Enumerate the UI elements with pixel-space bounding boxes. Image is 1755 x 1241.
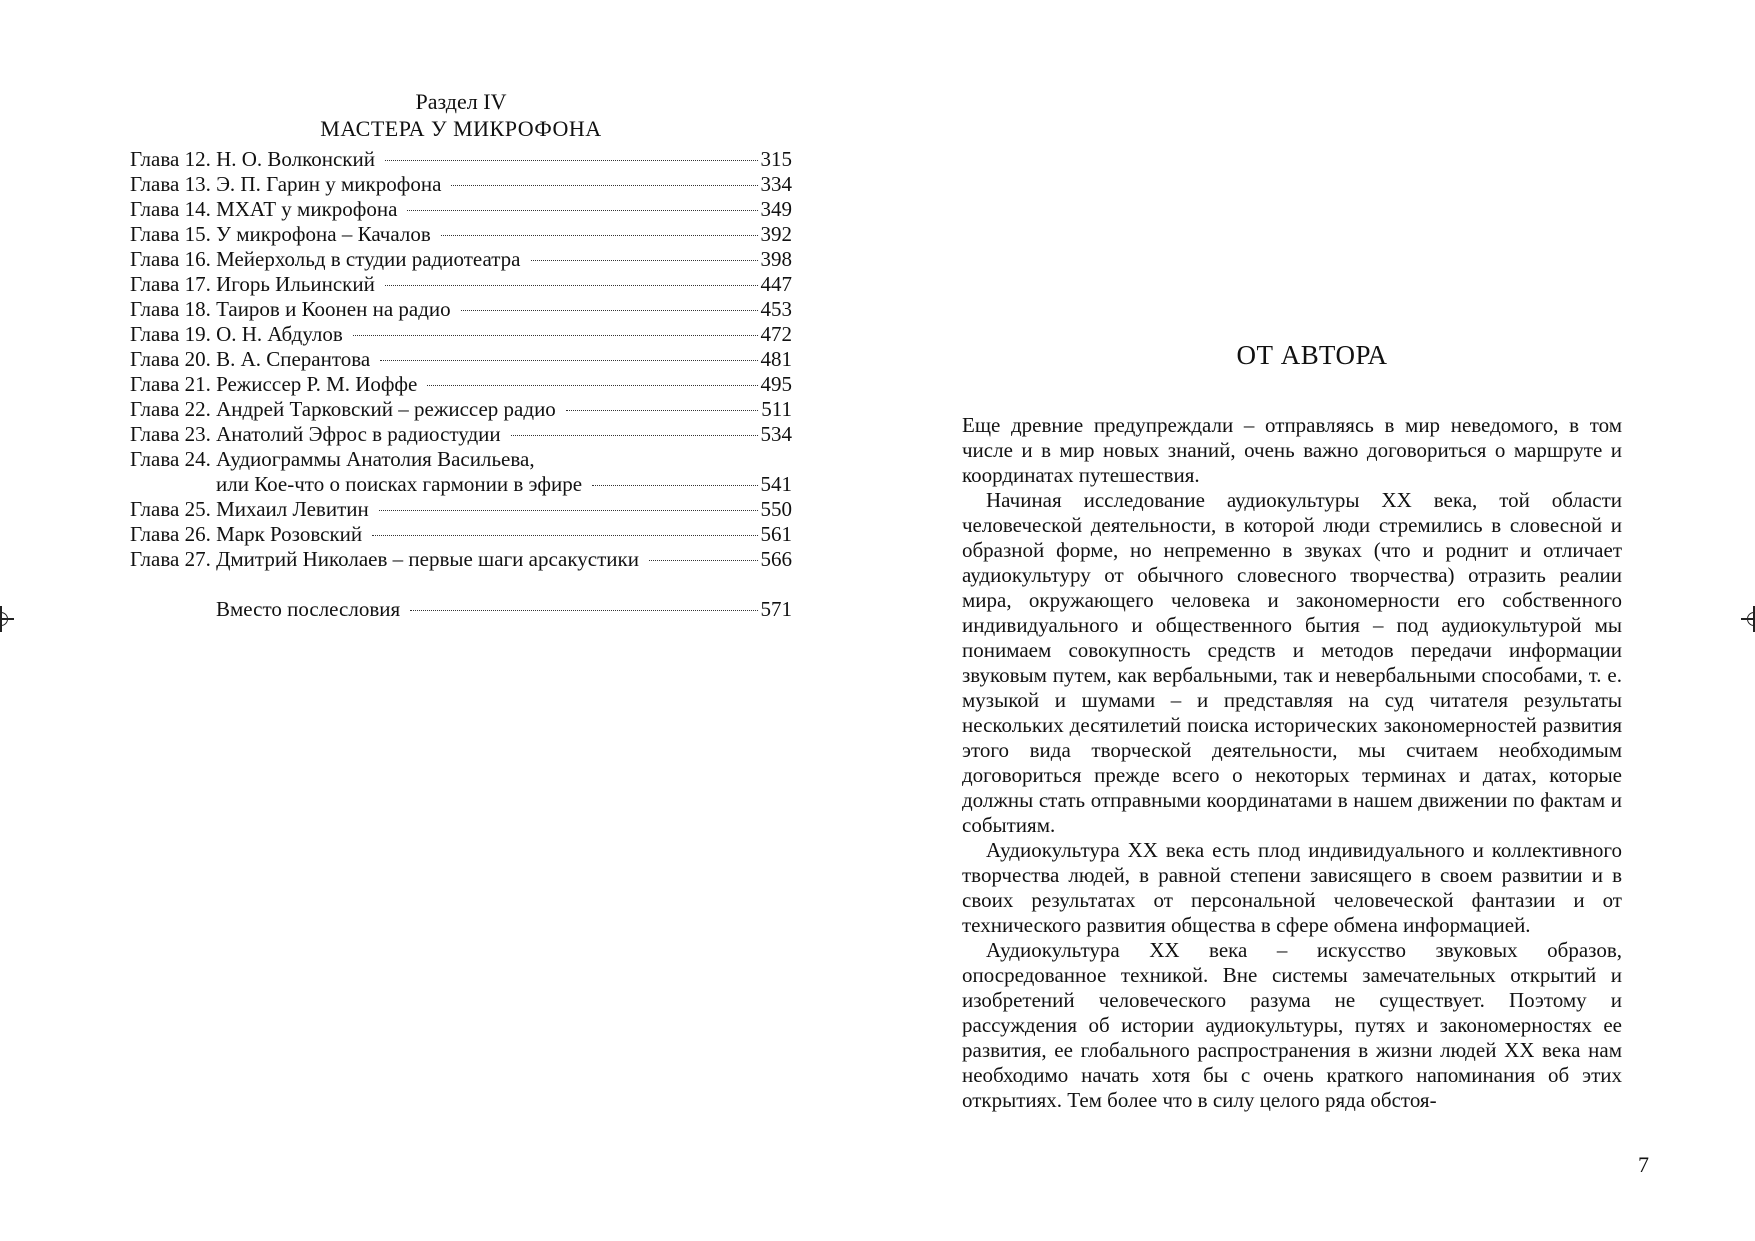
toc-leader-dots: [461, 310, 758, 311]
chapter-heading: ОТ АВТОРА: [1236, 340, 1388, 370]
toc-entry-page: 398: [760, 247, 792, 271]
toc-leader-dots: [531, 260, 758, 261]
toc-leader-dots: [407, 210, 757, 211]
toc-entry-page: 495: [760, 372, 792, 396]
toc-entry-label: Глава 22. Андрей Тарковский – режиссер радио: [130, 397, 556, 421]
table-of-contents: [130, 147, 792, 622]
toc-afterword-page: 571: [760, 597, 792, 621]
toc-entry-label: Глава 24. Аудиограммы Анатолия Васильева,: [130, 447, 535, 471]
toc-entry-page: 541: [760, 472, 792, 496]
toc-entry-page: 566: [760, 547, 792, 571]
toc-entry-label: Глава 21. Режиссер Р. М. Иоффе: [130, 372, 418, 396]
toc-entry-afterword: [130, 597, 792, 622]
left-page: [0, 0, 877, 1241]
toc-entry-label: Глава 20. В. А. Сперантова: [130, 347, 371, 371]
toc-entry: [130, 372, 792, 397]
toc-entry-page: 349: [760, 197, 792, 221]
toc-entry: [130, 422, 792, 447]
body-text: [962, 413, 1622, 1113]
toc-entry: [130, 497, 792, 522]
toc-entry: [130, 172, 792, 197]
toc-entry: [130, 447, 792, 472]
right-page: [877, 0, 1755, 1241]
toc-entry-page: 534: [760, 422, 792, 446]
section-title: МАСТЕРА У МИКРОФОНА: [320, 116, 602, 141]
toc-leader-dots: [410, 610, 757, 611]
toc-entry-label: Глава 14. МХАТ у микрофона: [130, 197, 398, 221]
toc-afterword-label: Вместо послесловия: [216, 597, 401, 621]
toc-entry-page: 472: [760, 322, 792, 346]
toc-entry: [130, 522, 792, 547]
toc-entry-page: 315: [760, 147, 792, 171]
toc-leader-dots: [379, 510, 758, 511]
toc-entry-label: Глава 16. Мейерхольд в студии радиотеатра: [130, 247, 521, 271]
registration-mark-right: [1741, 606, 1755, 632]
toc-entry-page: 453: [760, 297, 792, 321]
toc-entry-page: 561: [760, 522, 792, 546]
paragraph: Еще древние предупреждали – отправляясь в мир неведомого, в том числе и в мир новых знаний, очень важно договориться о маршруте и координатах путешествия.: [962, 413, 1622, 487]
toc-entry-page: 447: [760, 272, 792, 296]
toc-entry-label: Глава 19. О. Н. Абдулов: [130, 322, 343, 346]
toc-leader-dots: [385, 285, 758, 286]
toc-leader-dots: [451, 185, 757, 186]
toc-entry-label: Глава 13. Э. П. Гарин у микрофона: [130, 172, 442, 196]
toc-entry-label: Глава 23. Анатолий Эфрос в радиостудии: [130, 422, 501, 446]
toc-leader-dots: [441, 235, 758, 236]
toc-entry-page: 550: [760, 497, 792, 521]
toc-leader-dots: [385, 160, 758, 161]
toc-entry-label: Глава 12. Н. О. Волконский: [130, 147, 375, 171]
paragraph: Аудиокультура XX века – искусство звуковых образов, опосредованное техникой. Вне системы замечательных открытий и изобретений человеческого разума не существует. Поэтому и рассуждения об истории аудиокультуры, путях и закономерностях ее развития, ее глобального распространения в жизни людей XX века нам необходимо начать хотя бы с очень краткого напоминания об этих открытиях. Тем более что в силу целого ряда обстоя-: [962, 938, 1622, 1112]
toc-entry-label: Глава 18. Таиров и Коонен на радио: [130, 297, 451, 321]
toc-entry: [130, 397, 792, 422]
toc-leader-dots: [592, 485, 757, 486]
toc-section-header: [130, 88, 792, 142]
toc-entry: [130, 322, 792, 347]
toc-entry: [130, 272, 792, 297]
toc-entry-label: Глава 27. Дмитрий Николаев – первые шаги арсакустики: [130, 547, 639, 571]
toc-entry: [130, 297, 792, 322]
toc-leader-dots: [372, 535, 757, 536]
toc-leader-dots: [380, 360, 757, 361]
toc-entry-continuation: [130, 472, 792, 497]
toc-entry-page: 392: [760, 222, 792, 246]
toc-entry-label: Глава 15. У микрофона – Качалов: [130, 222, 431, 246]
toc-entry-label: Глава 17. Игорь Ильинский: [130, 272, 375, 296]
toc-entry-label: Глава 26. Марк Розовский: [130, 522, 363, 546]
toc-leader-dots: [566, 410, 758, 411]
toc-entry-page: 481: [760, 347, 792, 371]
section-label: Раздел IV: [415, 89, 507, 114]
toc-entry: [130, 347, 792, 372]
toc-leader-dots: [427, 385, 757, 386]
page-number: 7: [1638, 1152, 1649, 1177]
toc-leader-dots: [649, 560, 758, 561]
toc-entry-page: 334: [760, 172, 792, 196]
toc-entry-page: 511: [761, 397, 792, 421]
toc-entry: [130, 247, 792, 272]
toc-entry: [130, 147, 792, 172]
registration-mark-left: [0, 606, 14, 632]
toc-entry: [130, 197, 792, 222]
toc-entry: [130, 547, 792, 572]
toc-leader-dots: [511, 435, 758, 436]
toc-entry: [130, 222, 792, 247]
toc-entry-label: Глава 25. Михаил Левитин: [130, 497, 369, 521]
toc-leader-dots: [353, 335, 758, 336]
paragraph: Аудиокультура XX века есть плод индивидуального и коллективного творчества людей, в равной степени зависящего в своем развитии и в своих результатах от персональной человеческой фантазии и от технического развития общества в сфере обмена информацией.: [962, 838, 1622, 937]
paragraph: Начиная исследование аудиокультуры XX века, той области человеческой деятельности, в которой люди стремились в словесной и образной форме, но непременно в звуках (что и роднит и отличает аудиокультуру от обычного словесного творчества) отразить реалии мира, окружающего человека и закономерности его собственного индивидуального и общественного бытия – под аудиокультурой мы понимаем совокупность средств и методов передачи информации звуковым путем, как вербальными, так и невербальными способами, т. е. музыкой и шумами – и представляя на суд читателя результаты нескольких десятилетий поиска исторических закономерностей развития этого вида творческой деятельности, мы считаем необходимым договориться прежде всего о некоторых терминах и датах, которые должны стать отправными координатами в нашем движении по фактам и событиям.: [962, 488, 1622, 837]
toc-entry-label-continuation: или Кое-что о поисках гармонии в эфире: [216, 472, 583, 496]
